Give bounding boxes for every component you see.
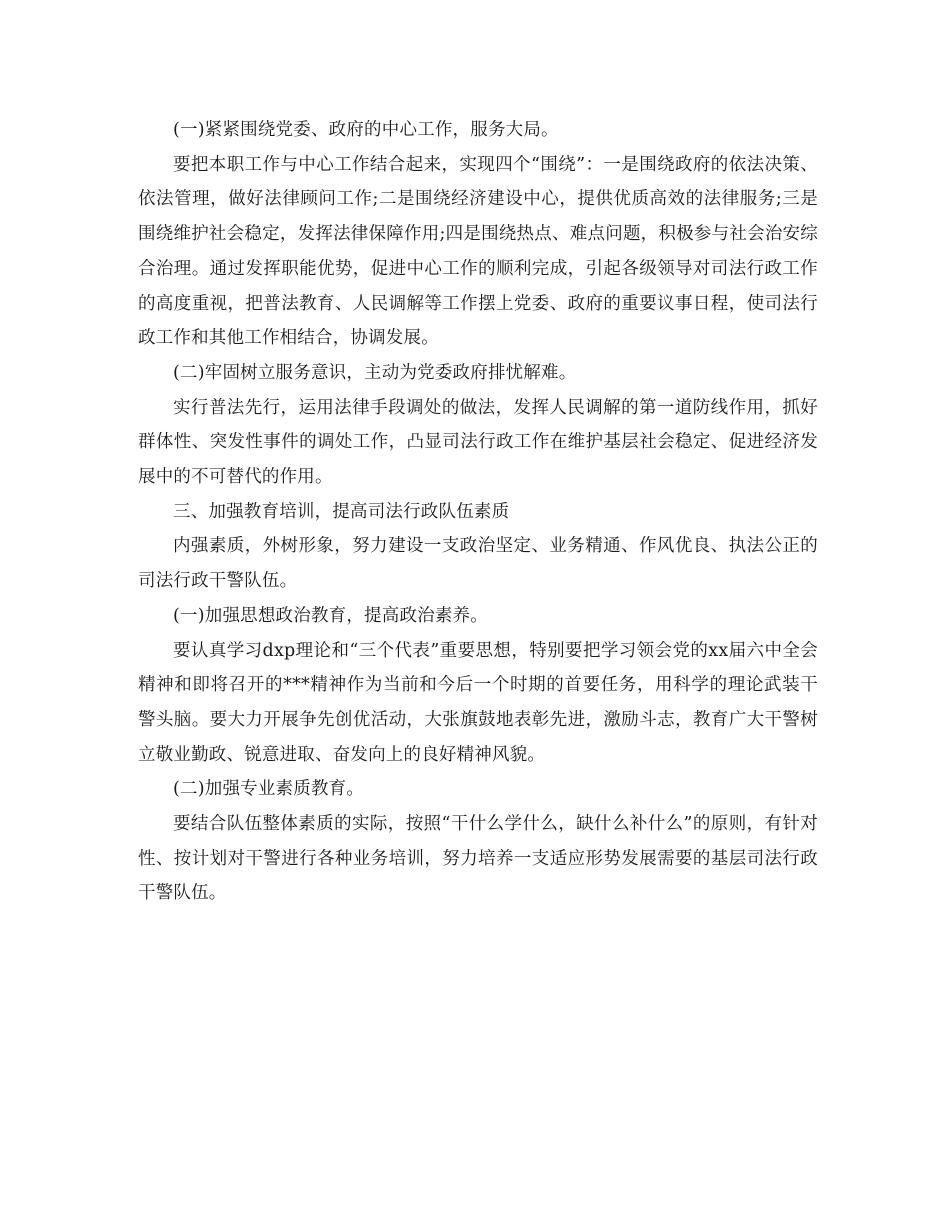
subheading-3-1: (一)加强思想政治教育，提高政治素养。 [173,605,488,626]
section-heading-3: 三、加强教育培训，提高司法行政队伍素质 [173,501,510,522]
body-paragraph: 要结合队伍整体素质的实际，按照“干什么学什么，缺什么补什么”的原则，有针对性、按计划对干警进行各种业务培训，努力培养一支适应形势发展需要的基层司法行政干警队伍。 [138,814,818,904]
body-paragraph: 要认真学习dxp理论和“三个代表”重要思想，特别要把学习领会党的xx届六中全会精神和即将召开的***精神作为当前和今后一个时期的首要任务，用科学的理论武装干警头脑。要大力开展争先创优活动，大张旗鼓地表彰先进，激励斗志，教育广大干警树立敬业勤政、锐意进取、奋发向上的良好精神风貌。 [138,640,818,765]
subheading-1-1: (一)紧紧围绕党委、政府的中心工作，服务大局。 [173,120,559,140]
subheading-3-2: (二)加强专业素质教育。 [173,779,365,800]
document-body [138,113,818,911]
body-paragraph: 要把本职工作与中心工作结合起来，实现四个“围绕”：一是围绕政府的依法决策、依法管理，做好法律顾问工作;二是围绕经济建设中心，提供优质高效的法律服务;三是围绕维护社会稳定，发挥法律保障作用;四是围绕热点、难点问题，积极参与社会治安综合治理。通过发挥职能优势，促进中心工作的顺利完成，引起各级领导对司法行政工作的高度重视，把普法教育、人民调解等工作摆上党委、政府的重要议事日程，使司法行政工作和其他工作相结合，协调发展。 [138,154,818,349]
body-paragraph: 内强素质，外树形象，努力建设一支政治坚定、业务精通、作风优良、执法公正的司法行政干警队伍。 [138,536,818,592]
subheading-1-2: (二)牢固树立服务意识，主动为党委政府排忧解难。 [173,362,577,383]
body-paragraph: 实行普法先行，运用法律手段调处的做法，发挥人民调解的第一道防线作用，抓好群体性、突发性事件的调处工作，凸显司法行政工作在维护基层社会稳定、促进经济发展中的不可替代的作用。 [138,397,818,488]
